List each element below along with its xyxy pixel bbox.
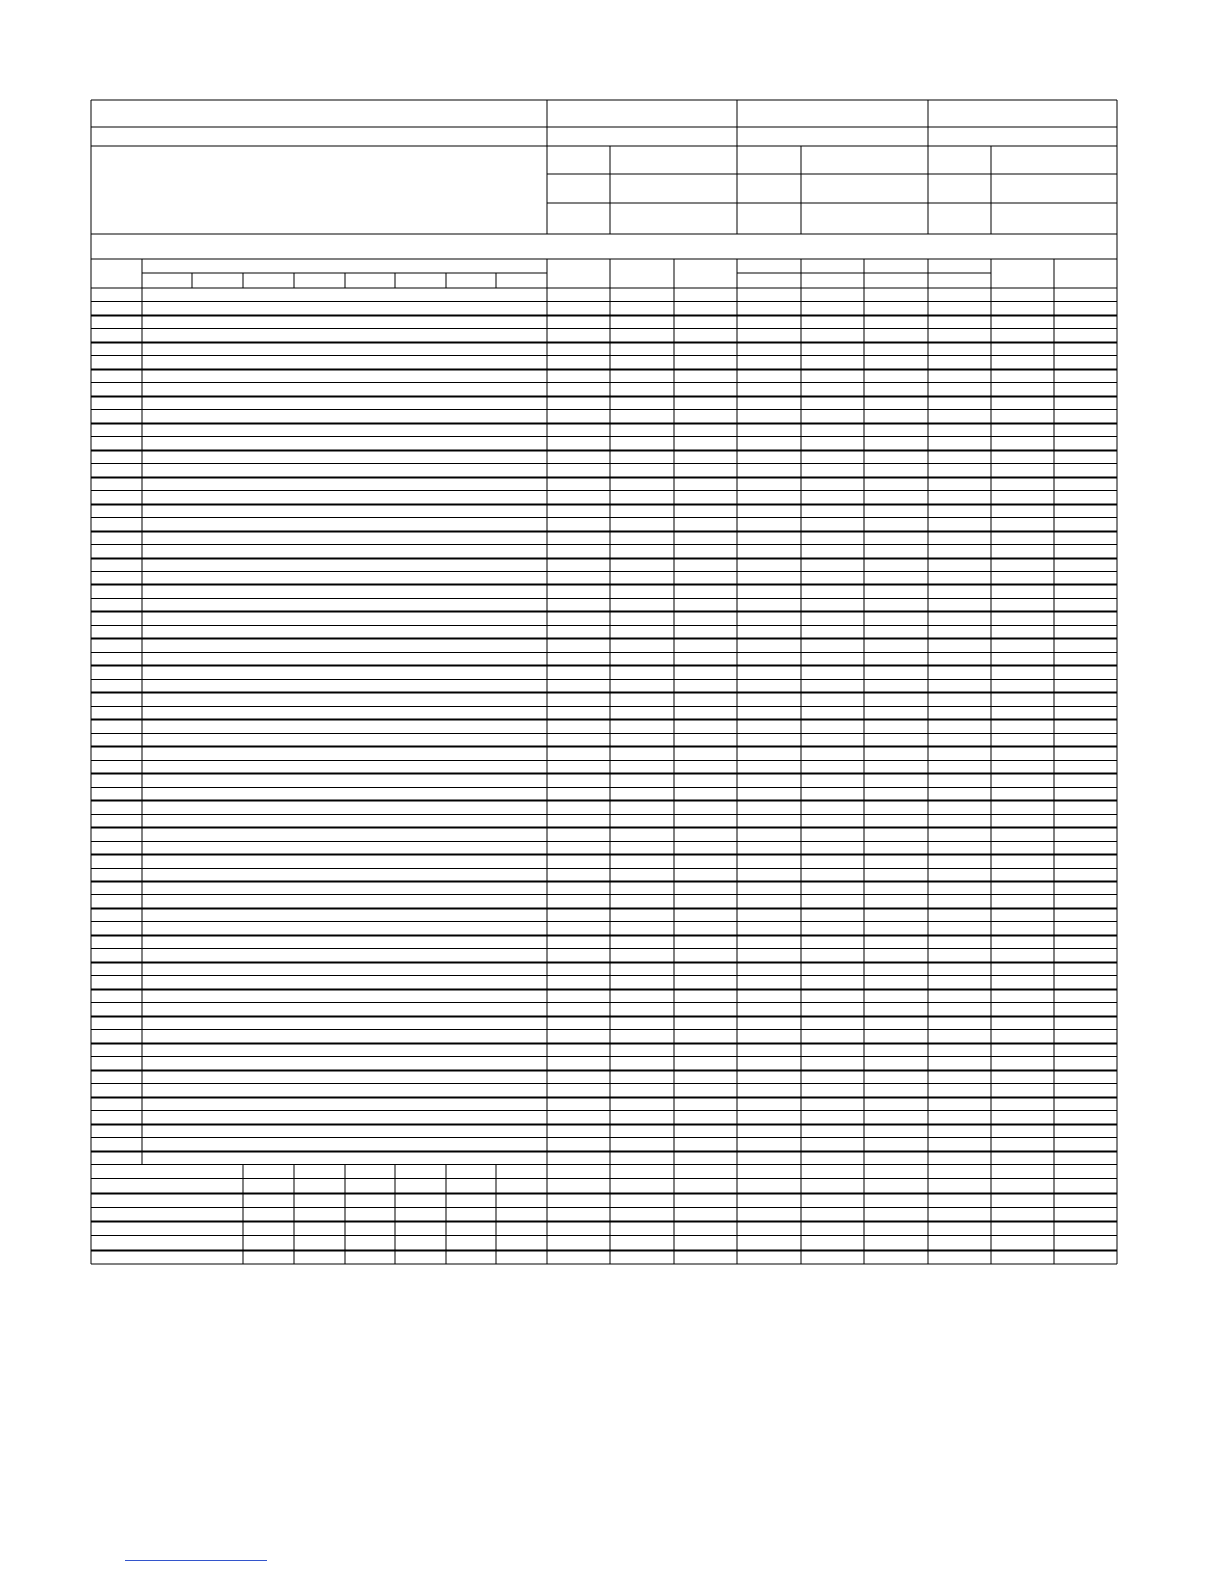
- footer-link[interactable]: [125, 1550, 267, 1561]
